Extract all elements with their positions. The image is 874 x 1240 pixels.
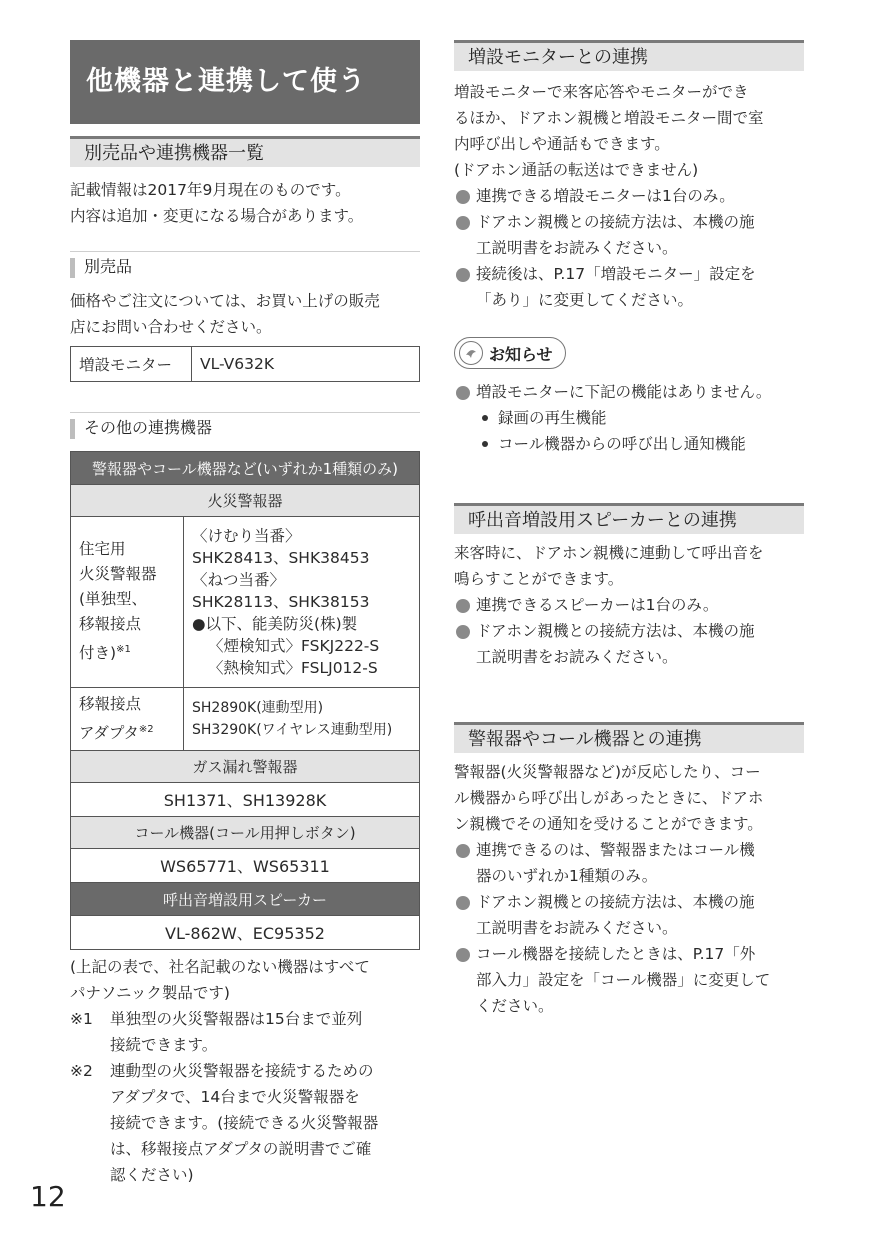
right-column [454,40,804,1019]
footnote-1: ※1 単独型の火災警報器は15台まで並列 接続できます。 [70,1010,363,1055]
table-header-fire: 火災警報器 [71,485,420,517]
bullet-icon [456,896,470,910]
bullet-icon [456,599,470,613]
list-item: 連携できるスピーカーは1台のみ。 [454,592,804,618]
bullet-icon [456,948,470,962]
option-value: VL-V632K [192,347,420,382]
devices-table [70,451,420,950]
bullet-icon [456,844,470,858]
speaker-text: 来客時に、ドアホン親機に連動して呼出音を 鳴らすことができます。 [454,544,764,588]
call-models: WS65771、WS65311 [71,849,420,883]
footnote-2: ※2 連動型の火災警報器を接続するための アダプタで、14台まで火災警報器を 接続できます。(接続できる火災警報器 は、移報接点アダプタの説明書でご確 認ください) [70,1062,379,1185]
home-alarm-models: 〈けむり当番〉 SHK28413、SHK38453 〈ねつ当番〉 SHK28113、SHK38153 ●以下、能美防災(株)製 〈煙検知式〉FSKJ222-S 〈熱検知式〉FSLJ012-S [184,517,420,688]
section-heading-alarm-call: 警報器やコール機器との連携 [454,722,804,753]
bullet-icon [456,216,470,230]
table-note: (上記の表で、社名記載のない機器はすべて パナソニック製品です) [70,958,370,1003]
notice-sub-item: コール機器からの呼び出し通知機能 [454,431,804,457]
left-column [70,40,420,1188]
adapter-label: 移報接点 アダプタ$^{※2}$ [71,688,184,751]
subheading-other-devices: その他の連携機器 [70,412,420,443]
list-item: 連携できる増設モニターは1台のみ。 [454,183,804,209]
option-label: 増設モニター [71,347,192,382]
section-heading-speaker: 呼出音増設用スピーカーとの連携 [454,503,804,534]
notice-badge: お知らせ [454,337,566,369]
intro-text: 記載情報は2017年9月現在のものです。 内容は追加・変更になる場合があります。 [70,181,364,225]
table-header-speaker: 呼出音増設用スピーカー [71,883,420,916]
table-header-call: コール機器(コール用押しボタン) [71,817,420,849]
page-number: 12 [30,1180,66,1213]
extra-monitor-text: 増設モニターで来客応答やモニターができ るほか、ドアホン親機と増設モニター間で室 内呼び出しや通話もできます。 (ドアホン通話の転送はできません) [454,83,764,179]
list-item: 連携できるのは、警報器またはコール機 器のいずれか1種類のみ。 [454,837,804,889]
speaker-models: VL-862W、EC95352 [71,916,420,950]
home-alarm-label: 住宅用 火災警報器 (単独型、 移報接点 付き)$^{※1}$ [71,517,184,688]
table-header-gas: ガス漏れ警報器 [71,751,420,783]
adapter-models: SH2890K(連動型用) SH3290K(ワイヤレス連動型用) [184,688,420,751]
optional-items-table [70,346,420,382]
optional-items-text: 価格やご注文については、お買い上げの販売 店にお問い合わせください。 [70,292,380,336]
alarm-call-text: 警報器(火災警報器など)が反応したり、コー ル機器から呼び出しがあったときに、ドアホ ン親機でその通知を受けることができます。 [454,763,764,833]
bullet-icon [456,268,470,282]
list-item: コール機器を接続したときは、P.17「外 部入力」設定を「コール機器」に変更して ください。 [454,941,804,1019]
gas-models: SH1371、SH13928K [71,783,420,817]
chapter-title: 他機器と連携して使う [70,40,420,124]
section-heading-accessories: 別売品や連携機器一覧 [70,136,420,167]
small-bullet-icon [482,441,488,447]
small-bullet-icon [482,415,488,421]
list-item: 接続後は、P.17「増設モニター」設定を 「あり」に変更してください。 [454,261,804,313]
subheading-optional-items: 別売品 [70,251,420,282]
section-heading-extra-monitor: 増設モニターとの連携 [454,40,804,71]
table-header-alarms: 警報器やコール機器など(いずれか1種類のみ) [71,452,420,485]
bullet-icon [456,190,470,204]
notice-item: 増設モニターに下記の機能はありません。 [454,379,804,405]
notice-icon [459,341,483,365]
bullet-icon [456,625,470,639]
bullet-icon [456,386,470,400]
list-item: ドアホン親機との接続方法は、本機の施 工説明書をお読みください。 [454,209,804,261]
list-item: ドアホン親機との接続方法は、本機の施 工説明書をお読みください。 [454,889,804,941]
notice-sub-item: 録画の再生機能 [454,405,804,431]
list-item: ドアホン親機との接続方法は、本機の施 工説明書をお読みください。 [454,618,804,670]
